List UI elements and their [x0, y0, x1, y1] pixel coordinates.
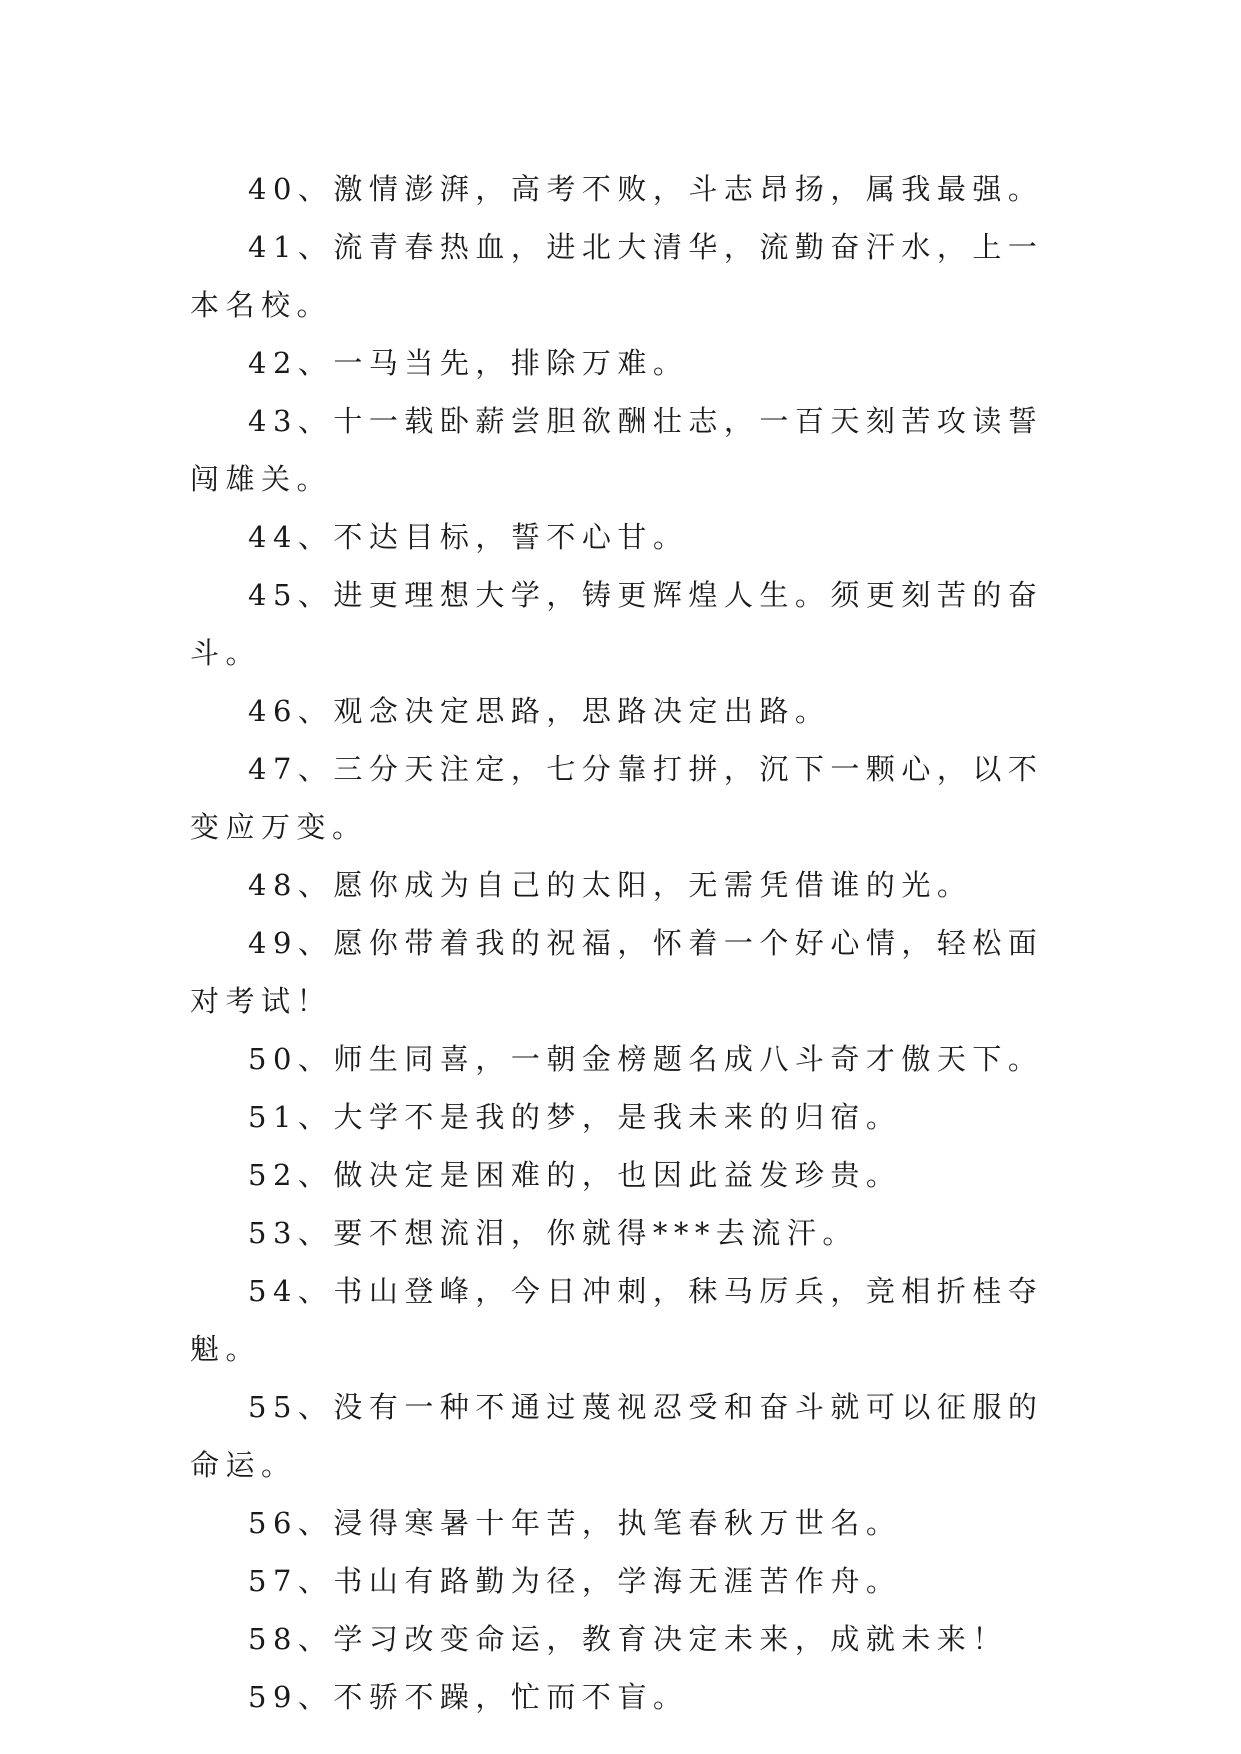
list-item: 51、大学不是我的梦，是我未来的归宿。 [248, 1100, 902, 1134]
list-item: 52、做决定是困难的，也因此益发珍贵。 [248, 1158, 902, 1192]
list-item: 46、观念决定思路，思路决定出路。 [248, 694, 831, 728]
list-item: 55、没有一种不通过蔑视忍受和奋斗就可以征服的命运。 [190, 1390, 1044, 1482]
list-item: 54、书山登峰，今日冲刺，秣马厉兵，竞相折桂夺魁。 [190, 1274, 1044, 1366]
document-body [190, 160, 1060, 1726]
list-item: 58、学习改变命运，教育决定未来，成就未来！ [248, 1622, 1008, 1656]
list-item: 50、师生同喜，一朝金榜题名成八斗奇才傲天下。 [248, 1042, 1044, 1076]
list-item: 45、进更理想大学，铸更辉煌人生。须更刻苦的奋斗。 [190, 578, 1044, 670]
list-item: 43、十一载卧薪尝胆欲酬壮志，一百天刻苦攻读誓闯雄关。 [190, 404, 1044, 496]
list-item: 59、不骄不躁，忙而不盲。 [248, 1680, 689, 1714]
list-item: 44、不达目标，誓不心甘。 [248, 520, 689, 554]
list-item: 41、流青春热血，进北大清华，流勤奋汗水，上一本名校。 [190, 230, 1044, 322]
list-item: 40、激情澎湃，高考不败，斗志昂扬，属我最强。 [248, 172, 1044, 206]
list-item: 42、一马当先，排除万难。 [248, 346, 689, 380]
list-item: 56、浸得寒暑十年苦，执笔春秋万世名。 [248, 1506, 902, 1540]
list-item: 57、书山有路勤为径，学海无涯苦作舟。 [248, 1564, 902, 1598]
list-item: 47、三分天注定，七分靠打拼，沉下一颗心，以不变应万变。 [190, 752, 1044, 844]
list-item: 49、愿你带着我的祝福，怀着一个好心情，轻松面对考试！ [190, 926, 1044, 1018]
list-item: 53、要不想流泪，你就得***去流汗。 [248, 1216, 858, 1250]
list-item: 48、愿你成为自己的太阳，无需凭借谁的光。 [248, 868, 973, 902]
